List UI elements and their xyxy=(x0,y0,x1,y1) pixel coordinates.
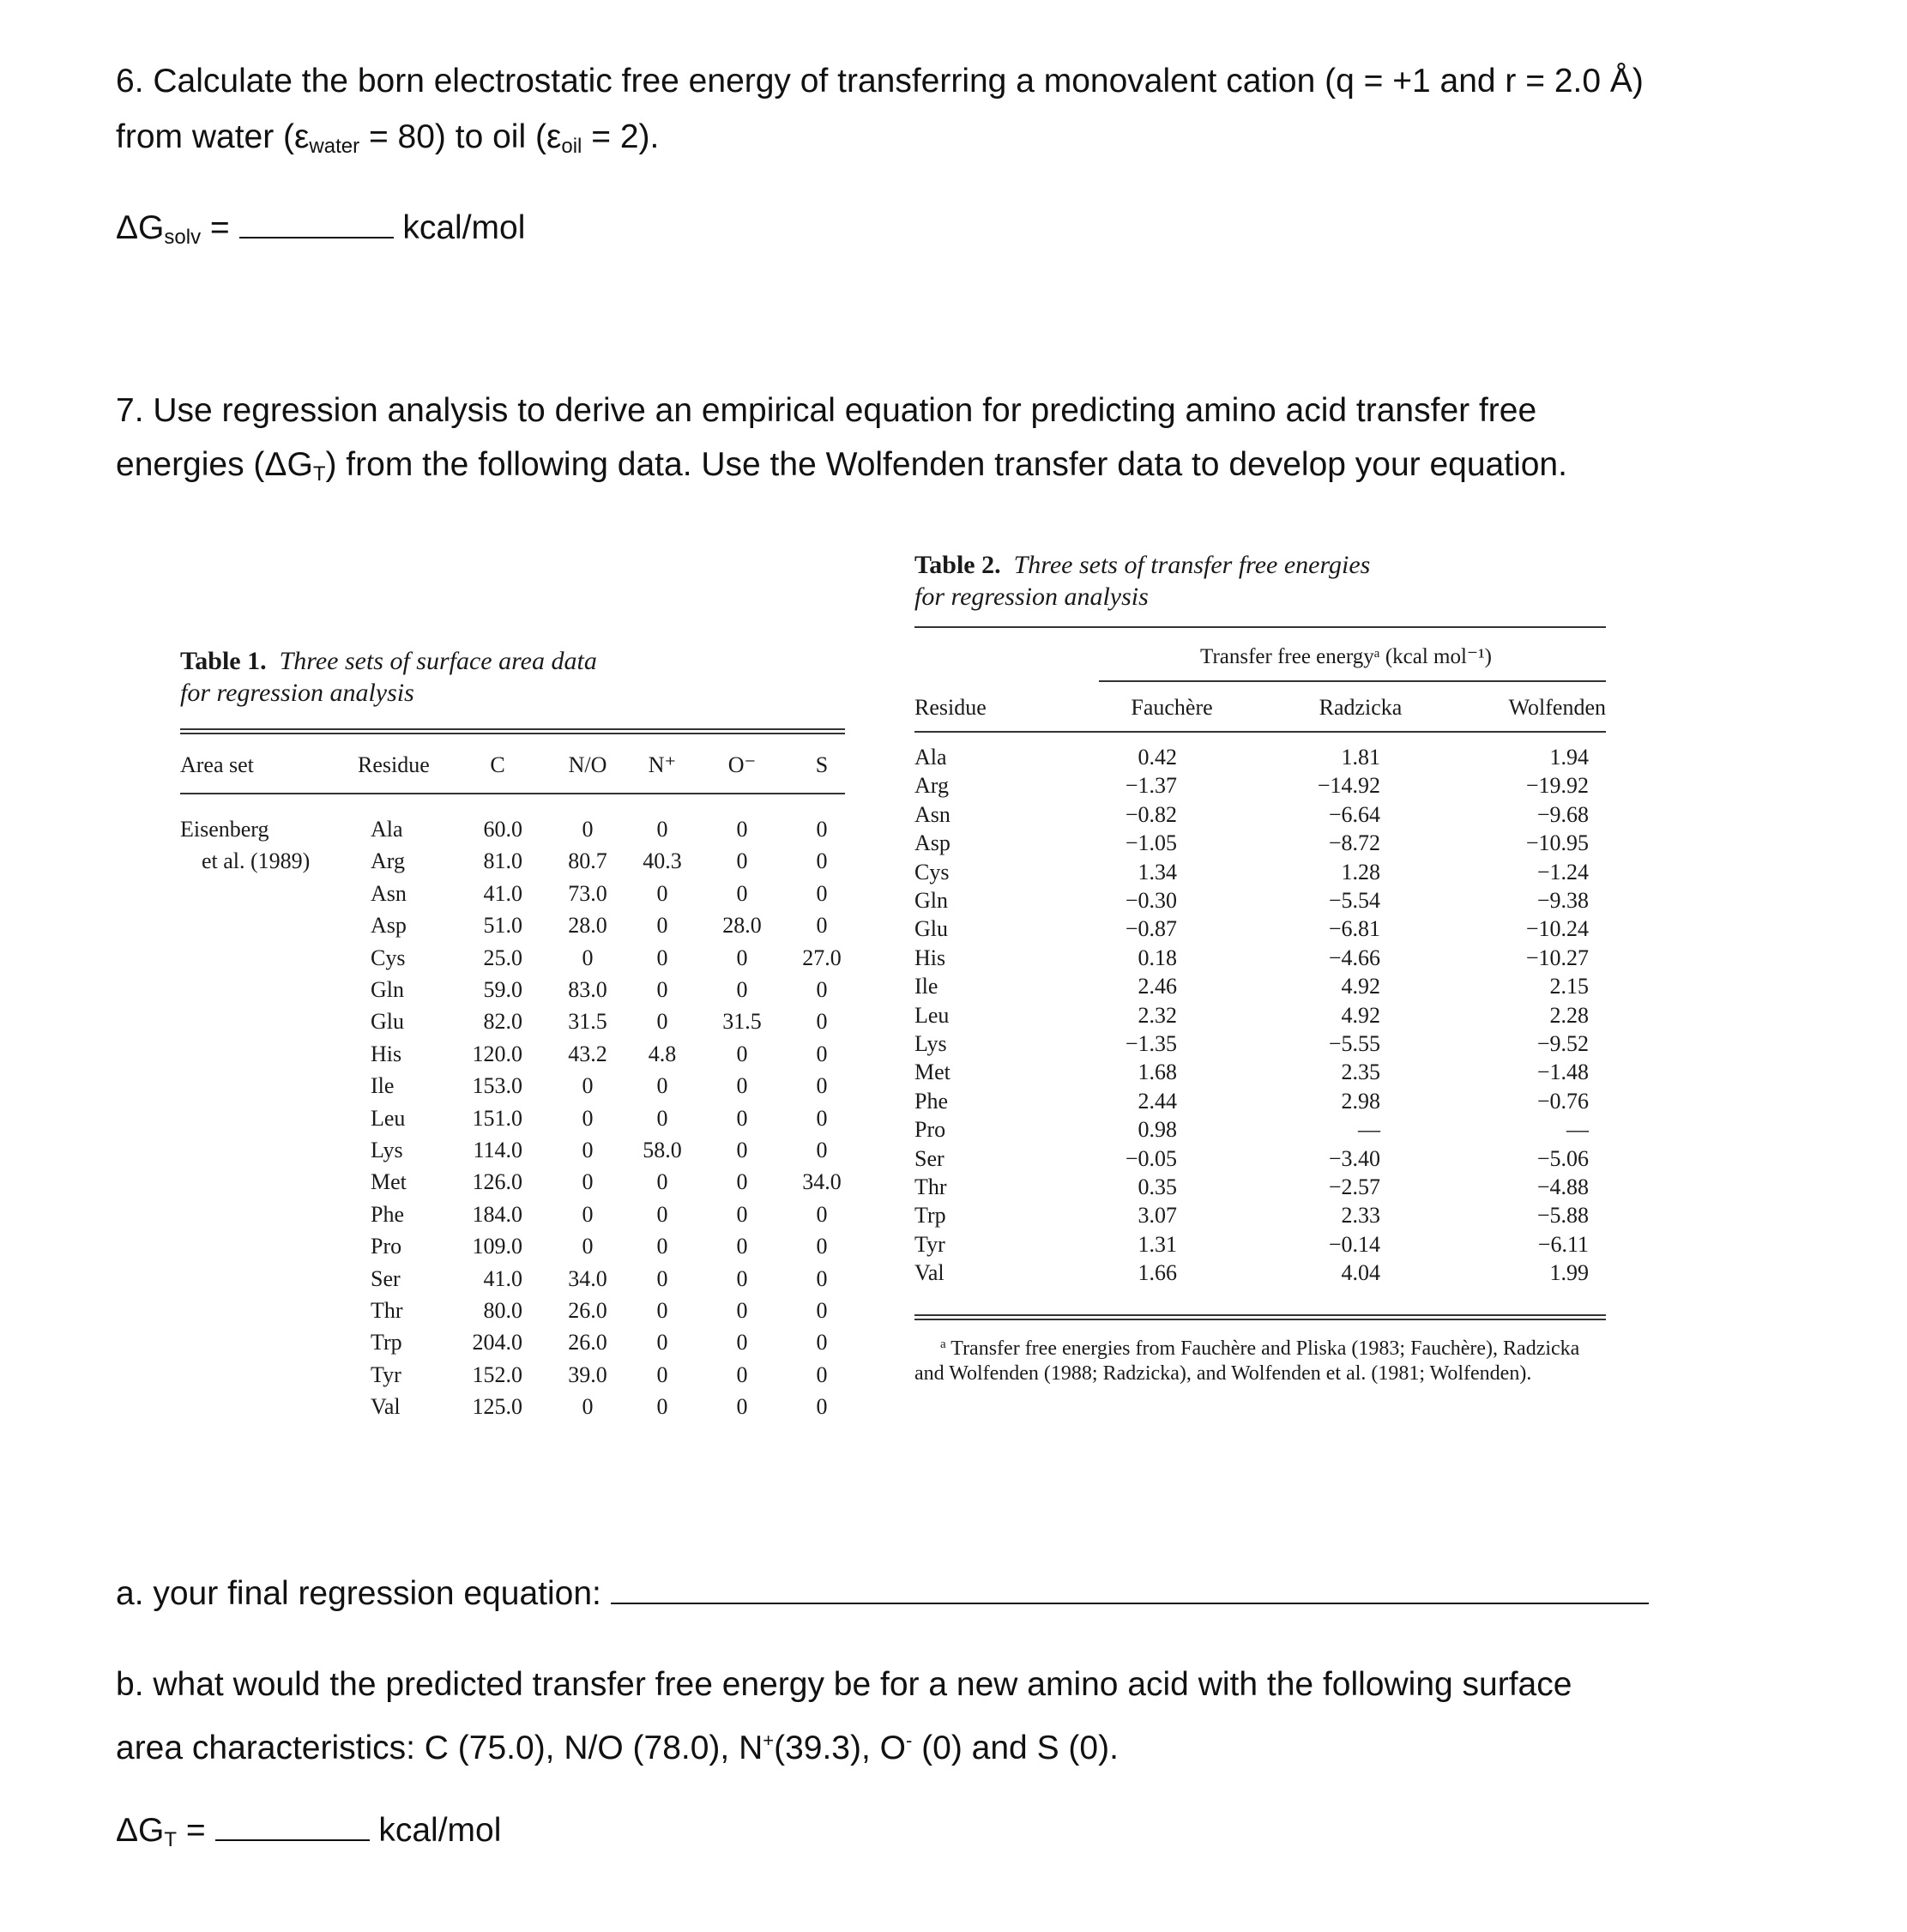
residue-cell: Leu xyxy=(914,1002,950,1028)
col-header: N⁺ xyxy=(648,752,677,777)
no-cell: 0 xyxy=(582,1073,594,1099)
answer-eq: = xyxy=(177,1812,215,1849)
residue-cell: Thr xyxy=(371,1298,403,1323)
o-minus-cell: 0 xyxy=(736,1394,748,1420)
s-cell: 0 xyxy=(816,880,828,906)
n-plus-cell: 0 xyxy=(656,1169,668,1195)
answer-unit: kcal/mol xyxy=(369,1812,502,1849)
s-cell: 0 xyxy=(816,1265,828,1291)
residue-cell: Trp xyxy=(914,1203,946,1229)
no-cell: 0 xyxy=(582,1394,594,1420)
q7b-line1: b. what would the predicted transfer free energy be for a new amino acid with the following surface xyxy=(116,1666,1572,1703)
o-minus-cell: 0 xyxy=(736,848,748,874)
radzicka-cell: −3.40 xyxy=(1328,1145,1380,1171)
answer-sub: solv xyxy=(164,226,202,249)
wolfenden-cell: −6.11 xyxy=(1537,1231,1589,1257)
no-cell: 26.0 xyxy=(568,1330,607,1355)
answer-unit: kcal/mol xyxy=(393,209,526,246)
no-cell: 80.7 xyxy=(568,848,607,874)
n-plus-cell: 0 xyxy=(656,1234,668,1259)
wolfenden-cell: −1.24 xyxy=(1536,859,1589,884)
s-cell: 0 xyxy=(816,817,828,842)
no-cell: 31.5 xyxy=(568,1009,607,1035)
s-cell: 0 xyxy=(816,1330,828,1355)
radzicka-cell: 2.35 xyxy=(1341,1060,1380,1085)
s-cell: 27.0 xyxy=(802,945,842,970)
o-minus-cell: 0 xyxy=(736,1330,748,1355)
s-cell: 34.0 xyxy=(802,1169,842,1195)
s-cell: 0 xyxy=(816,1298,828,1323)
q6-answer-blank[interactable] xyxy=(239,211,394,238)
q7-answer xyxy=(116,1803,501,1868)
c-cell: 59.0 xyxy=(483,977,522,1002)
wolfenden-cell: — xyxy=(1566,1117,1589,1143)
radzicka-cell: 4.92 xyxy=(1341,974,1380,999)
col-header: C xyxy=(490,752,505,777)
q7a xyxy=(116,1567,1649,1621)
residue-cell: Arg xyxy=(914,773,949,799)
q7b-text: (0) and S (0). xyxy=(912,1730,1119,1766)
no-cell: 0 xyxy=(582,945,594,970)
radzicka-cell: 2.33 xyxy=(1341,1203,1380,1229)
col-header: O⁻ xyxy=(727,752,757,777)
col-header: N/O xyxy=(568,752,607,777)
table-2-subtitle: Three sets of transfer free energies xyxy=(1013,551,1371,579)
q7-answer-blank[interactable] xyxy=(215,1814,370,1841)
s-cell: 0 xyxy=(816,1138,828,1162)
q7a-label: a. your final regression equation: xyxy=(116,1575,611,1612)
q6-text: from water (ε xyxy=(116,118,310,155)
s-cell: 0 xyxy=(816,1361,828,1387)
fauchere-cell: 3.07 xyxy=(1138,1203,1177,1229)
col-header: Wolfenden xyxy=(1508,695,1606,720)
water-sub: water xyxy=(309,135,360,158)
o-minus-cell: 0 xyxy=(736,880,748,906)
residue-cell: His xyxy=(371,1041,402,1066)
n-plus-cell: 0 xyxy=(656,1073,668,1099)
o-minus-cell: 0 xyxy=(736,1201,748,1227)
divider xyxy=(914,626,1606,628)
n-plus-cell: 0 xyxy=(656,1105,668,1131)
wolfenden-cell: −5.06 xyxy=(1536,1145,1589,1171)
wolfenden-cell: −1.48 xyxy=(1536,1060,1589,1085)
residue-cell: Ser xyxy=(914,1145,944,1171)
o-minus-cell: 28.0 xyxy=(722,913,762,939)
radzicka-cell: 4.92 xyxy=(1341,1002,1380,1028)
fauchere-cell: 1.68 xyxy=(1138,1060,1177,1085)
residue-cell: Lys xyxy=(371,1138,403,1162)
n-plus-cell: 0 xyxy=(656,880,668,906)
q6-text: = 80) to oil (ε xyxy=(359,118,562,155)
residue-cell: Trp xyxy=(371,1330,402,1355)
residue-cell: Lys xyxy=(914,1031,947,1056)
fauchere-cell: −0.87 xyxy=(1125,916,1177,942)
s-cell: 0 xyxy=(816,1073,828,1099)
fauchere-cell: 1.34 xyxy=(1138,859,1177,884)
residue-cell: Cys xyxy=(914,859,950,884)
col-header: S xyxy=(815,752,829,777)
no-cell: 39.0 xyxy=(568,1361,607,1387)
fauchere-cell: −0.82 xyxy=(1125,801,1177,827)
no-cell: 83.0 xyxy=(568,977,607,1002)
divider xyxy=(180,793,845,794)
fauchere-cell: 0.98 xyxy=(1138,1117,1177,1143)
radzicka-cell: −6.81 xyxy=(1328,916,1380,942)
no-cell: 43.2 xyxy=(568,1041,607,1066)
fauchere-cell: 0.18 xyxy=(1138,945,1177,970)
n-plus-cell: 0 xyxy=(656,817,668,842)
table-2-subtitle: for regression analysis xyxy=(914,583,1149,611)
residue-cell: Tyr xyxy=(914,1231,945,1257)
table-2-title: Table 2. xyxy=(914,551,1001,579)
c-cell: 114.0 xyxy=(473,1138,522,1162)
residue-cell: Asn xyxy=(914,801,950,827)
radzicka-cell: −2.57 xyxy=(1328,1174,1380,1199)
q7-text: ) from the following data. Use the Wolfenden transfer data to develop your equation. xyxy=(325,446,1567,483)
q7b-text: (39.3), O xyxy=(774,1730,906,1766)
o-minus-cell: 0 xyxy=(736,1169,748,1195)
oil-sub: oil xyxy=(561,135,582,158)
o-minus-cell: 0 xyxy=(736,817,748,842)
s-cell: 0 xyxy=(816,977,828,1002)
o-minus-cell: 31.5 xyxy=(722,1009,762,1035)
table-1-title: Table 1. xyxy=(180,647,267,675)
c-cell: 51.0 xyxy=(483,913,522,939)
residue-cell: Asp xyxy=(371,913,407,939)
no-cell: 0 xyxy=(582,1234,594,1259)
residue-cell: Cys xyxy=(371,945,406,970)
wolfenden-cell: −10.95 xyxy=(1525,830,1589,856)
s-cell: 0 xyxy=(816,913,828,939)
radzicka-cell: 1.28 xyxy=(1341,859,1380,884)
radzicka-cell: 4.04 xyxy=(1341,1260,1380,1286)
residue-cell: Gln xyxy=(914,888,948,913)
residue-cell: Met xyxy=(914,1060,950,1085)
s-cell: 0 xyxy=(816,1009,828,1035)
o-minus-cell: 0 xyxy=(736,945,748,970)
c-cell: 81.0 xyxy=(483,848,522,874)
radzicka-cell: −8.72 xyxy=(1328,830,1380,856)
n-plus-cell: 0 xyxy=(656,945,668,970)
table-2-footnote xyxy=(914,1332,1606,1386)
n-plus-cell: 0 xyxy=(656,1361,668,1387)
fauchere-cell: 1.31 xyxy=(1138,1231,1177,1257)
n-plus-cell: 4.8 xyxy=(648,1041,677,1066)
table-1-subtitle: Three sets of surface area data xyxy=(279,647,597,675)
group-header: Transfer free energyᵃ (kcal mol⁻¹) xyxy=(1200,645,1492,668)
answer-sub: T xyxy=(164,1828,178,1851)
n-plus-cell: 0 xyxy=(656,1265,668,1291)
fauchere-cell: 0.35 xyxy=(1138,1174,1177,1199)
q6-line1: 6. Calculate the born electrostatic free energy of transferring a monovalent cation (q = +1 and r = 2.0 Å) xyxy=(116,63,1644,100)
residue-cell: Glu xyxy=(371,1009,404,1035)
c-cell: 126.0 xyxy=(472,1169,522,1195)
n-plus-cell: 58.0 xyxy=(643,1138,682,1162)
c-cell: 60.0 xyxy=(483,817,522,842)
wolfenden-cell: −9.38 xyxy=(1536,888,1589,913)
divider xyxy=(180,728,845,734)
residue-cell: Pro xyxy=(914,1117,946,1143)
no-cell: 0 xyxy=(582,1201,594,1227)
o-minus-cell: 0 xyxy=(736,1361,748,1387)
no-cell: 34.0 xyxy=(568,1265,607,1291)
col-header: Fauchère xyxy=(1131,695,1213,720)
radzicka-cell: −4.66 xyxy=(1328,945,1380,970)
residue-cell: Ala xyxy=(371,817,403,842)
radzicka-cell: −14.92 xyxy=(1317,773,1380,799)
n-plus-cell: 0 xyxy=(656,913,668,939)
c-cell: 152.0 xyxy=(472,1361,522,1387)
footnote-text: Transfer free energies from Fauchère and Pliska (1983; Fauchère), Radzicka and Wolfenden (1988; Radzicka), and Wolfenden et al. (1981; Wolfenden). xyxy=(914,1337,1580,1385)
area-set: et al. (1989) xyxy=(202,848,311,873)
no-cell: 26.0 xyxy=(568,1298,607,1323)
q7-line2 xyxy=(116,438,1567,502)
residue-cell: Arg xyxy=(371,848,405,874)
residue-cell: Glu xyxy=(914,916,948,942)
o-minus-cell: 0 xyxy=(736,1298,748,1323)
col-header: Residue xyxy=(914,695,987,720)
c-cell: 109.0 xyxy=(472,1234,522,1259)
n-plus-cell: 0 xyxy=(656,1298,668,1323)
divider xyxy=(914,1314,1606,1320)
fauchere-cell: 0.42 xyxy=(1138,745,1177,770)
no-cell: 0 xyxy=(582,1138,594,1162)
c-cell: 41.0 xyxy=(483,880,522,906)
n-plus-cell: 0 xyxy=(656,1201,668,1227)
divider xyxy=(914,731,1606,733)
wolfenden-cell: −10.24 xyxy=(1525,916,1589,942)
col-header: Radzicka xyxy=(1319,695,1403,720)
wolfenden-cell: −9.52 xyxy=(1536,1031,1589,1056)
s-cell: 0 xyxy=(816,848,828,874)
residue-cell: Leu xyxy=(371,1105,406,1131)
minus-sup: - xyxy=(906,1730,913,1751)
radzicka-cell: −5.54 xyxy=(1328,888,1380,913)
q6-answer xyxy=(116,201,525,265)
divider xyxy=(1099,680,1606,682)
no-cell: 73.0 xyxy=(568,880,607,906)
n-plus-cell: 0 xyxy=(656,1394,668,1420)
o-minus-cell: 0 xyxy=(736,1234,748,1259)
footnote-mark: a xyxy=(940,1337,946,1351)
radzicka-cell: 1.81 xyxy=(1341,745,1380,770)
s-cell: 0 xyxy=(816,1041,828,1066)
o-minus-cell: 0 xyxy=(736,977,748,1002)
o-minus-cell: 0 xyxy=(736,1265,748,1291)
wolfenden-cell: −0.76 xyxy=(1536,1088,1589,1114)
no-cell: 28.0 xyxy=(568,913,607,939)
table-2-caption xyxy=(914,549,1606,613)
regression-equation-blank[interactable] xyxy=(611,1577,1649,1604)
radzicka-cell: 2.98 xyxy=(1341,1088,1380,1114)
residue-cell: Val xyxy=(371,1394,401,1420)
fauchere-cell: 2.32 xyxy=(1138,1002,1177,1028)
wolfenden-cell: −4.88 xyxy=(1536,1174,1589,1199)
fauchere-cell: 1.66 xyxy=(1138,1260,1177,1286)
residue-cell: Tyr xyxy=(371,1361,401,1387)
s-cell: 0 xyxy=(816,1105,828,1131)
o-minus-cell: 0 xyxy=(736,1105,748,1131)
c-cell: 151.0 xyxy=(472,1105,522,1131)
col-header: Area set xyxy=(180,752,254,777)
n-plus-cell: 0 xyxy=(656,1009,668,1035)
residue-cell: Ile xyxy=(914,974,938,999)
c-cell: 25.0 xyxy=(483,945,522,970)
fauchere-cell: −0.30 xyxy=(1125,888,1177,913)
answer-label: ΔG xyxy=(116,1812,165,1849)
col-header: Residue xyxy=(358,752,430,777)
q7b-line2 xyxy=(116,1713,1119,1776)
area-set: Eisenberg xyxy=(180,817,269,842)
fauchere-cell: 2.46 xyxy=(1138,974,1177,999)
fauchere-cell: −1.37 xyxy=(1125,773,1177,799)
c-cell: 41.0 xyxy=(483,1265,522,1291)
fauchere-cell: −1.05 xyxy=(1125,830,1177,856)
table-1 xyxy=(180,645,845,1434)
wolfenden-cell: 2.15 xyxy=(1549,974,1589,999)
o-minus-cell: 0 xyxy=(736,1073,748,1099)
wolfenden-cell: −9.68 xyxy=(1536,801,1589,827)
residue-cell: Phe xyxy=(914,1088,948,1114)
residue-cell: Ile xyxy=(371,1073,395,1099)
c-cell: 153.0 xyxy=(472,1073,522,1099)
radzicka-cell: −6.64 xyxy=(1328,801,1380,827)
q7b-text: area characteristics: C (75.0), N/O (78.0), N xyxy=(116,1730,763,1766)
residue-cell: Gln xyxy=(371,977,404,1002)
residue-cell: Asp xyxy=(914,830,950,856)
q6-text: = 2). xyxy=(582,118,660,155)
radzicka-cell: −5.55 xyxy=(1328,1031,1380,1056)
q7-text: energies (ΔG xyxy=(116,446,313,483)
wolfenden-cell: 1.99 xyxy=(1549,1260,1589,1286)
q7-line1: 7. Use regression analysis to derive an empirical equation for predicting amino acid transfer free xyxy=(116,392,1537,429)
wolfenden-cell: −10.27 xyxy=(1525,945,1589,970)
no-cell: 0 xyxy=(582,817,594,842)
o-minus-cell: 0 xyxy=(736,1138,748,1162)
residue-cell: Pro xyxy=(371,1234,402,1259)
plus-sup: + xyxy=(763,1730,775,1751)
c-cell: 125.0 xyxy=(472,1394,522,1420)
no-cell: 0 xyxy=(582,1169,594,1195)
table-1-subtitle: for regression analysis xyxy=(180,679,414,707)
n-plus-cell: 0 xyxy=(656,977,668,1002)
c-cell: 184.0 xyxy=(472,1201,522,1227)
answer-label: ΔG xyxy=(116,209,165,246)
n-plus-cell: 40.3 xyxy=(643,848,682,874)
residue-cell: His xyxy=(914,945,946,970)
fauchere-cell: 2.44 xyxy=(1138,1088,1177,1114)
residue-cell: Ser xyxy=(371,1265,401,1291)
residue-cell: Val xyxy=(914,1260,944,1286)
residue-cell: Ala xyxy=(914,745,947,770)
s-cell: 0 xyxy=(816,1394,828,1420)
s-cell: 0 xyxy=(816,1234,828,1259)
answer-eq: = xyxy=(201,209,239,246)
table-2 xyxy=(914,549,1606,1416)
n-plus-cell: 0 xyxy=(656,1330,668,1355)
wolfenden-cell: −5.88 xyxy=(1536,1203,1589,1229)
wolfenden-cell: 2.28 xyxy=(1549,1002,1589,1028)
no-cell: 0 xyxy=(582,1105,594,1131)
table-1-caption xyxy=(180,645,845,709)
residue-cell: Thr xyxy=(914,1174,947,1199)
residue-cell: Phe xyxy=(371,1201,404,1227)
s-cell: 0 xyxy=(816,1201,828,1227)
q7-sub: T xyxy=(312,462,326,486)
q6-line2 xyxy=(116,110,659,174)
residue-cell: Asn xyxy=(371,880,407,906)
radzicka-cell: — xyxy=(1358,1117,1380,1143)
residue-cell: Met xyxy=(371,1169,407,1195)
wolfenden-cell: −19.92 xyxy=(1525,773,1589,799)
o-minus-cell: 0 xyxy=(736,1041,748,1066)
radzicka-cell: −0.14 xyxy=(1328,1231,1380,1257)
fauchere-cell: −0.05 xyxy=(1125,1145,1177,1171)
c-cell: 80.0 xyxy=(483,1298,522,1323)
c-cell: 120.0 xyxy=(472,1041,522,1066)
c-cell: 82.0 xyxy=(483,1009,522,1035)
wolfenden-cell: 1.94 xyxy=(1549,745,1589,770)
c-cell: 204.0 xyxy=(472,1330,522,1355)
fauchere-cell: −1.35 xyxy=(1125,1031,1177,1056)
